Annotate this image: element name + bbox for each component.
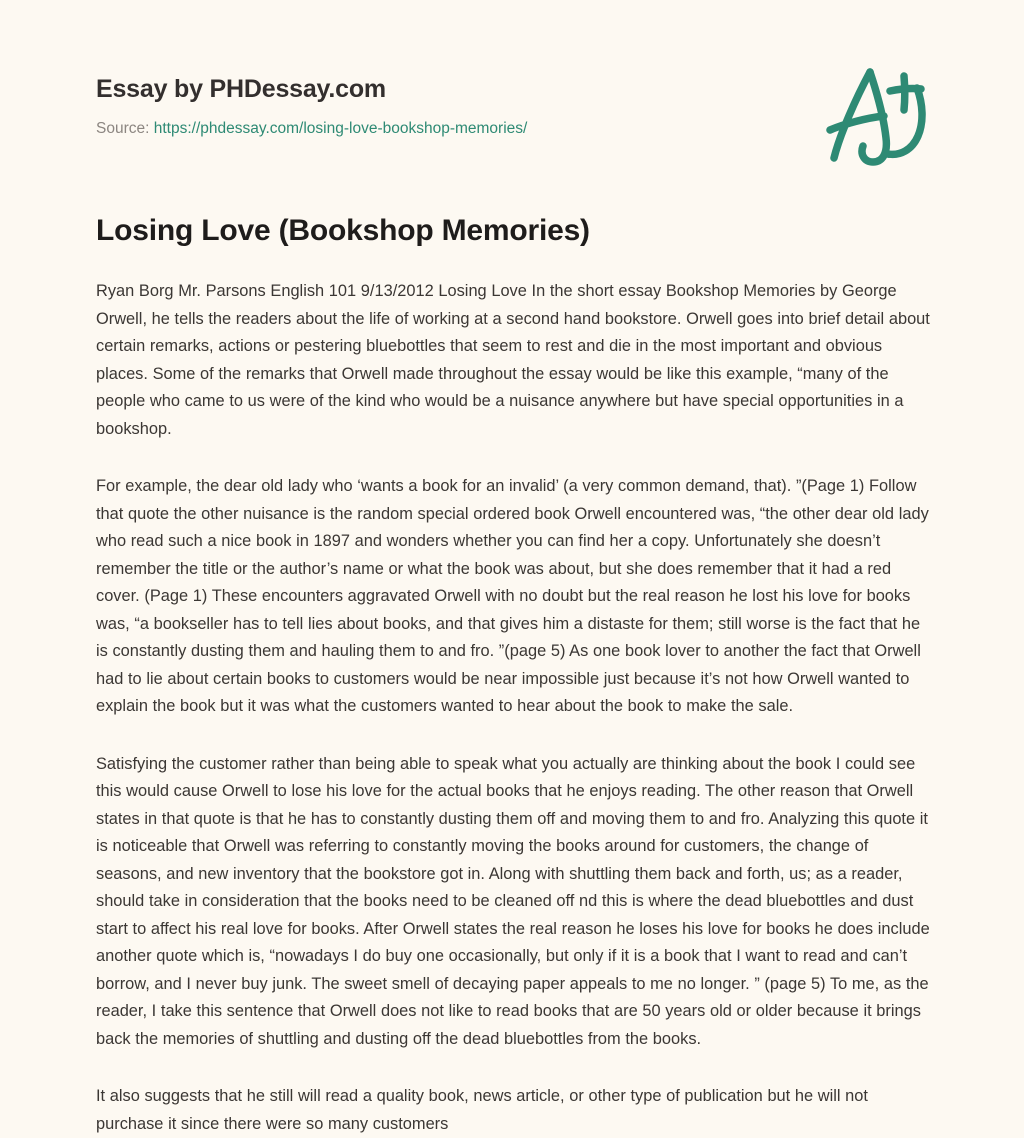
- article-body: [96, 278, 930, 1138]
- paragraph: Ryan Borg Mr. Parsons English 101 9/13/2012 Losing Love In the short essay Bookshop Memories by George Orwell, he tells the readers about the life of working at a second hand bookstore. Orwell goes into brief detail about certain remarks, actions or pestering bluebottles that seem to rest and die in the most important and obvious places. Some of the remarks that Orwell made throughout the essay would be like this example, “many of the people who came to us were of the kind who would be a nuisance anywhere but have special opportunities in a bookshop.: [96, 282, 930, 438]
- phdessay-a-plus-logo: [822, 58, 932, 170]
- paragraph: It also suggests that he still will read a quality book, news article, or other type of publication but he will not purchase it since there were so many customers: [96, 1087, 868, 1133]
- source-url-link[interactable]: https://phdessay.com/losing-love-bookshop-memories/: [153, 120, 528, 137]
- page-header: [96, 44, 928, 174]
- brand-title: Essay by PHDessay.com: [96, 75, 386, 103]
- paragraph: For example, the dear old lady who ‘wants a book for an invalid’ (a very common demand, that). ”(Page 1) Follow that quote the other nuisance is the random special ordered book Orwell encountered was, “the other dear old lady who read such a nice book in 1897 and wonders whether you can find her a copy. Unfortunately she doesn’t remember the title or the author’s name or what the book was about, but she does remember that it had a red cover. (Page 1) These encounters aggravated Orwell with no doubt but the real reason he lost his love for books was, “a bookseller has to tell lies about books, and that gives him a distaste for them; still worse is the fact that he is constantly dusting them and hauling them to and fro. ”(page 5) As one book lover to another the fact that Orwell had to lie about certain books to customers would be near impossible just because it’s not how Orwell wanted to explain the book but it was what the customers wanted to hear about the book to make the sale.: [96, 477, 929, 715]
- page-title: Losing Love (Bookshop Memories): [96, 214, 590, 247]
- source-line: [96, 104, 928, 140]
- source-label: Source:: [96, 120, 150, 137]
- paragraph: Satisfying the customer rather than being able to speak what you actually are thinking about the book I could see this would cause Orwell to lose his love for the actual books that he enjoys reading. The other reason that Orwell states in that quote is that he has to constantly dusting them off and moving them to and fro. Analyzing this quote it is noticeable that Orwell was referring to constantly moving the books around for customers, the change of seasons, and new inventory that the bookstore got in. Along with shuttling them back and forth, us; as a reader, should take in consideration that the books need to be cleaned off nd this is where the dead bluebottles and dust start to affect his real love for books. After Orwell states the real reason he loses his love for books he does include another quote which is, “nowadays I do buy one occasionally, but only if it is a book that I want to read and can’t borrow, and I never buy junk. The sweet smell of decaying paper appeals to me no longer. ” (page 5) To me, as the reader, I take this sentence that Orwell does not like to read books that are 50 years old or older because it brings back the memories of shuttling and dusting off the dead bluebottles from the books.: [96, 754, 930, 1048]
- a-plus-icon: [822, 58, 932, 170]
